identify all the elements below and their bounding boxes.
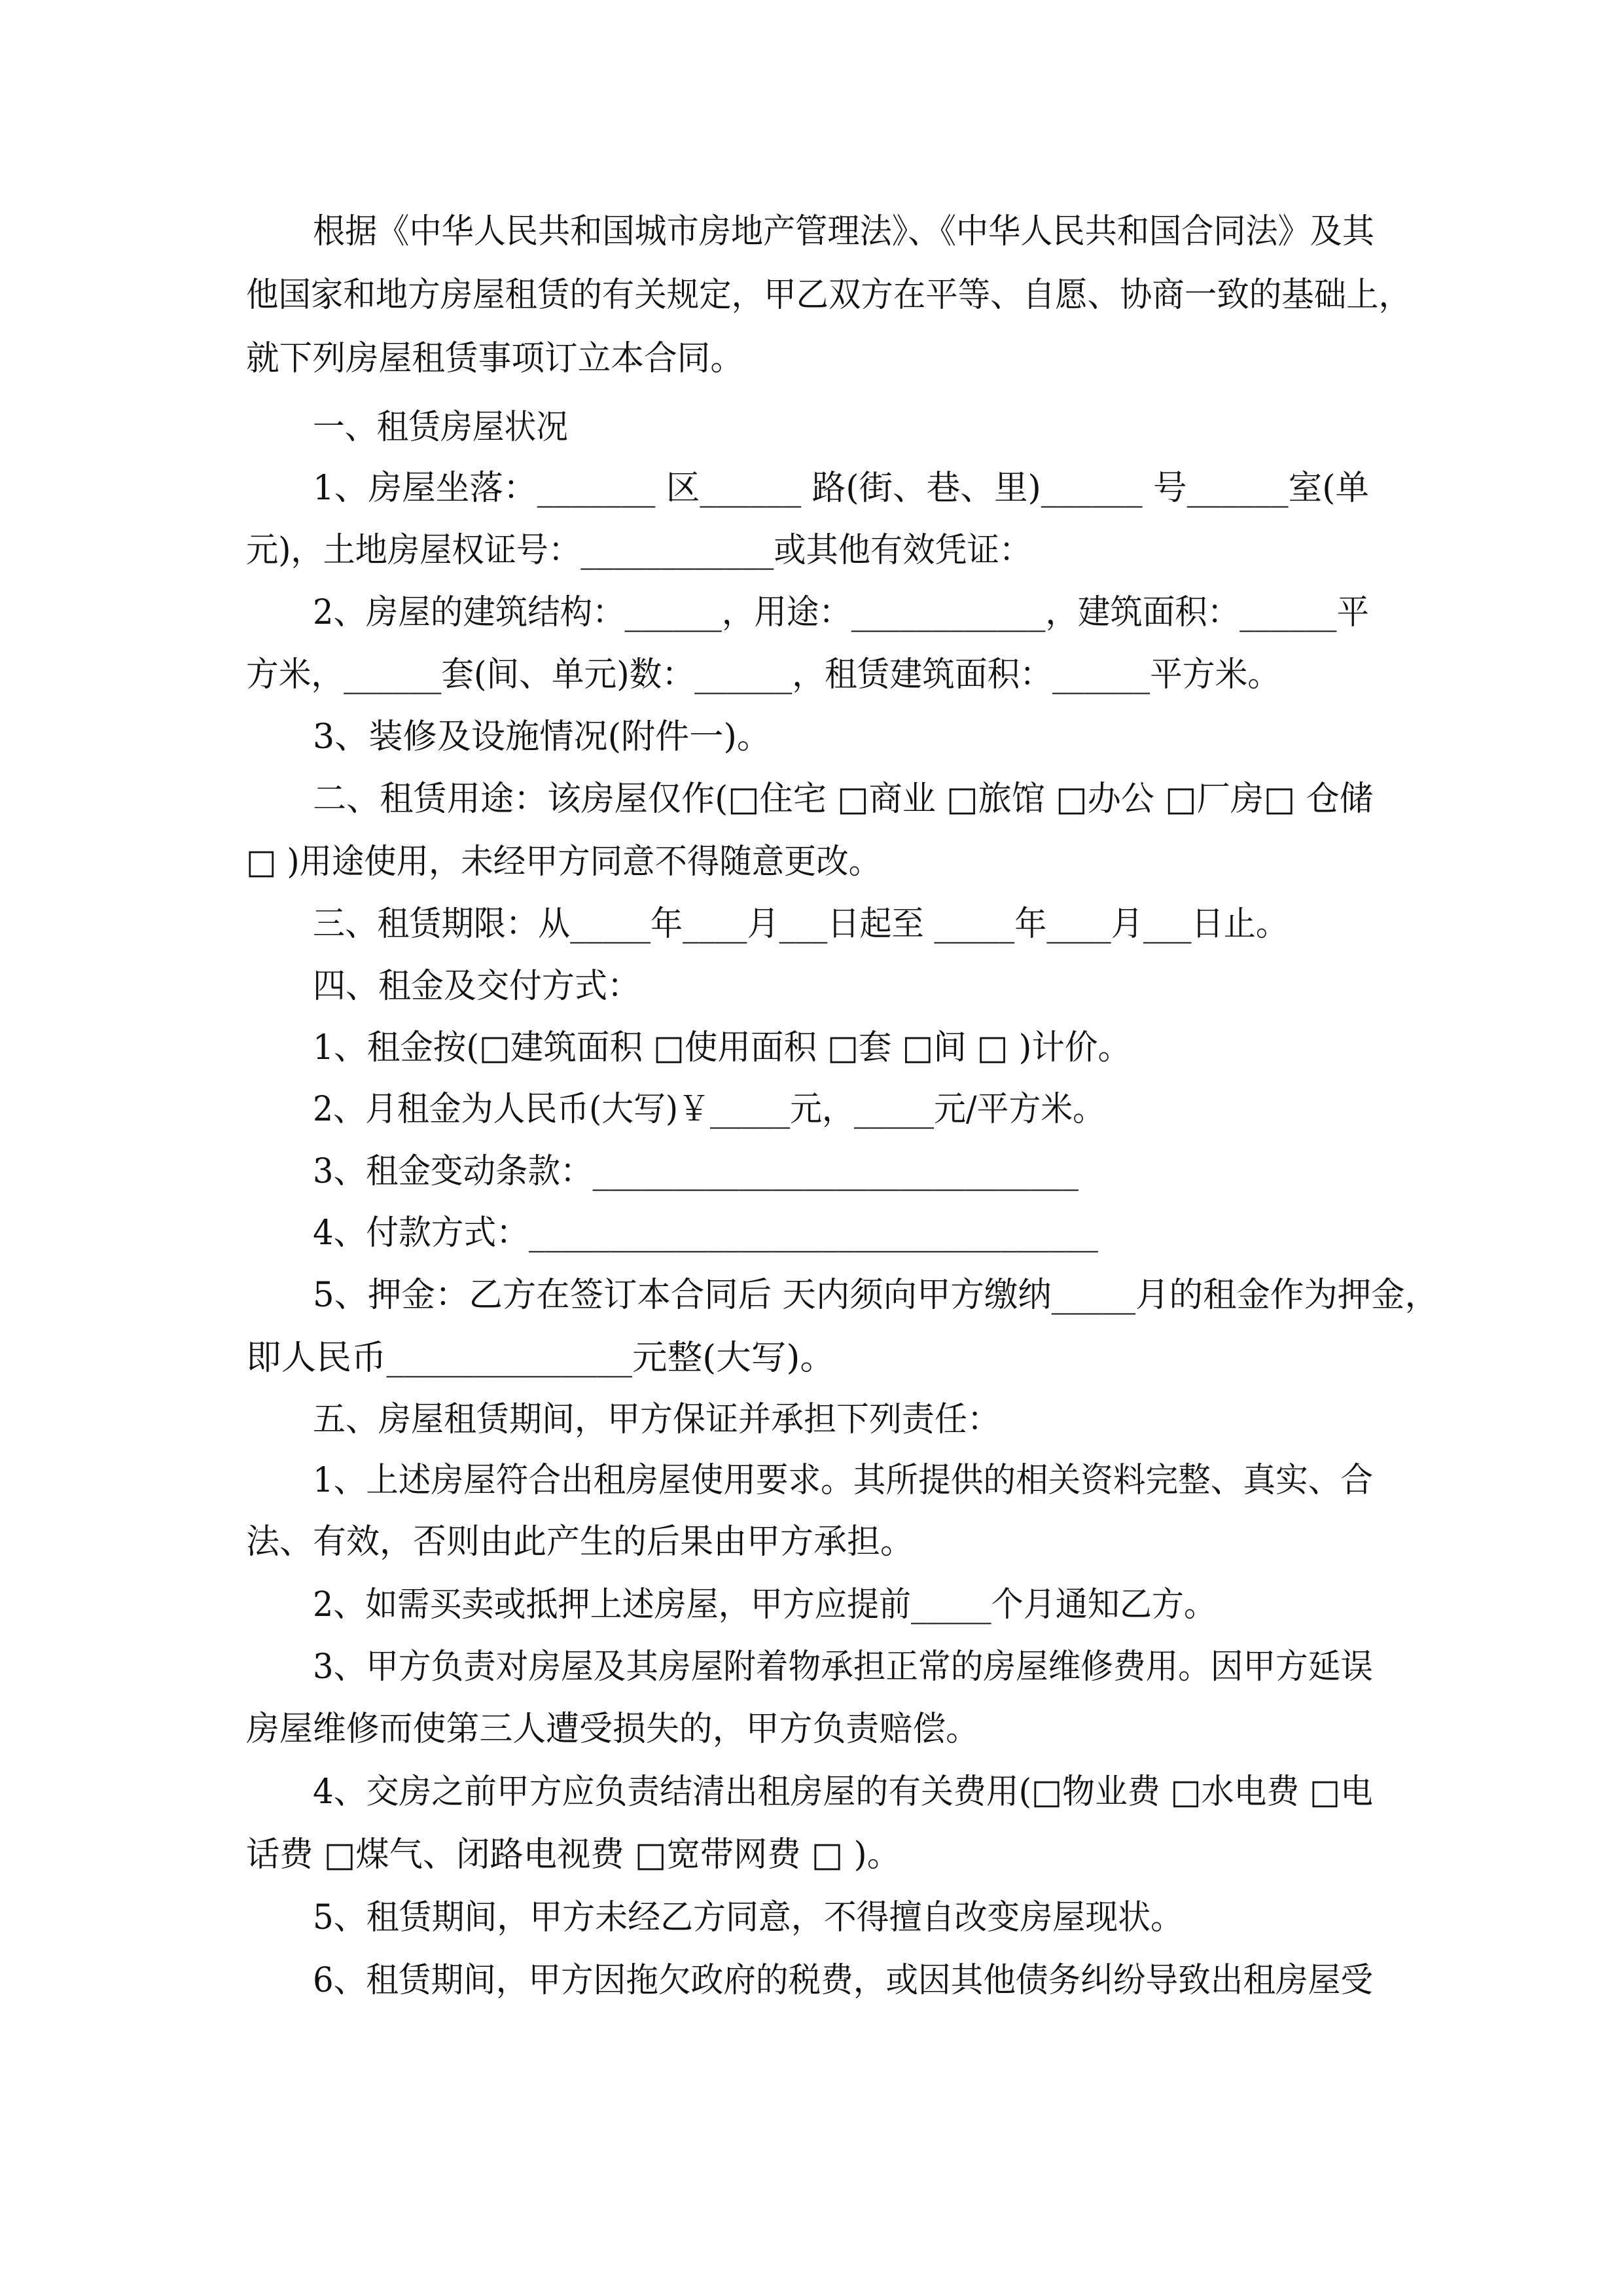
text-line: 1、上述房屋符合出租房屋使用要求。其所提供的相关资料完整、真实、合 [313, 1461, 1373, 1500]
text-line: 二、租赁用途：该房屋仅作(□住宅 □商业 □旅馆 □办公 □厂房□ 仓储 [313, 780, 1373, 819]
text-line: 3、甲方负责对房屋及其房屋附着物承担正常的房屋维修费用。因甲方延误 [313, 1647, 1373, 1687]
text-line: 元)，土地房屋权证号：____________或其他有效凭证： [246, 531, 1031, 570]
text-line: 1、租金按(□建筑面积 □使用面积 □套 □间 □ )计价。 [313, 1028, 1131, 1067]
text-line: 他国家和地方房屋租赁的有关规定，甲乙双方在平等、自愿、协商一致的基础上， [246, 276, 1411, 315]
text-line: 根据《中华人民共和国城市房地产管理法》、《中华人民共和国合同法》及其 [313, 212, 1374, 251]
text-line: 法、有效，否则由此产生的后果由甲方承担。 [246, 1522, 914, 1562]
text-line: 三、租赁期限：从_____年____月___日起至 _____年____月___日止。 [313, 905, 1288, 944]
text-line: 6、租赁期间，甲方因拖欠政府的税费，或因其他债务纠纷导致出租房屋受 [313, 1961, 1373, 2000]
text-line: 五、房屋租赁期间，甲方保证并承担下列责任： [313, 1400, 1000, 1439]
text-line: □ )用途使用，未经甲方同意不得随意更改。 [246, 842, 881, 882]
text-line: 即人民币______________元整(大写)。 [246, 1338, 835, 1378]
text-line: 4、交房之前甲方应负责结清出租房屋的有关费用(□物业费 □水电费 □电 [313, 1772, 1373, 1812]
text-line: 话费 □煤气、闭路电视费 □宽带网费 □ )。 [246, 1835, 901, 1874]
text-line: 一、租赁房屋状况 [313, 408, 568, 447]
text-line: 5、押金：乙方在签订本合同后 天内须向甲方缴纳_____月的租金作为押金， [313, 1276, 1438, 1315]
text-line: 2、如需买卖或抵押上述房屋，甲方应提前_____个月通知乙方。 [313, 1585, 1216, 1624]
text-line: 方米，______套(间、单元)数：______，租赁建筑面积：______平方米。 [246, 655, 1280, 694]
text-line: 就下列房屋租赁事项订立本合同。 [246, 339, 743, 378]
text-line: 4、付款方式：___________________________________ [313, 1213, 1098, 1253]
text-line: 2、月租金为人民币(大写)￥_____元，_____元/平方米。 [313, 1090, 1105, 1129]
text-line: 四、租金及交付方式： [313, 967, 640, 1006]
text-line: 5、租赁期间，甲方未经乙方同意，不得擅自改变房屋现状。 [313, 1898, 1183, 1937]
text-line: 3、装修及设施情况(附件一)。 [313, 717, 771, 757]
text-line: 房屋维修而使第三人遭受损失的，甲方负责赔偿。 [246, 1710, 979, 1749]
text-line: 2、房屋的建筑结构：______，用途：____________，建筑面积：______平 [313, 593, 1369, 632]
text-line: 1、房屋坐落：_______ 区______ 路(街、巷、里)______ 号______室(单 [313, 469, 1369, 508]
text-line: 3、租金变动条款：______________________________ [313, 1152, 1079, 1191]
